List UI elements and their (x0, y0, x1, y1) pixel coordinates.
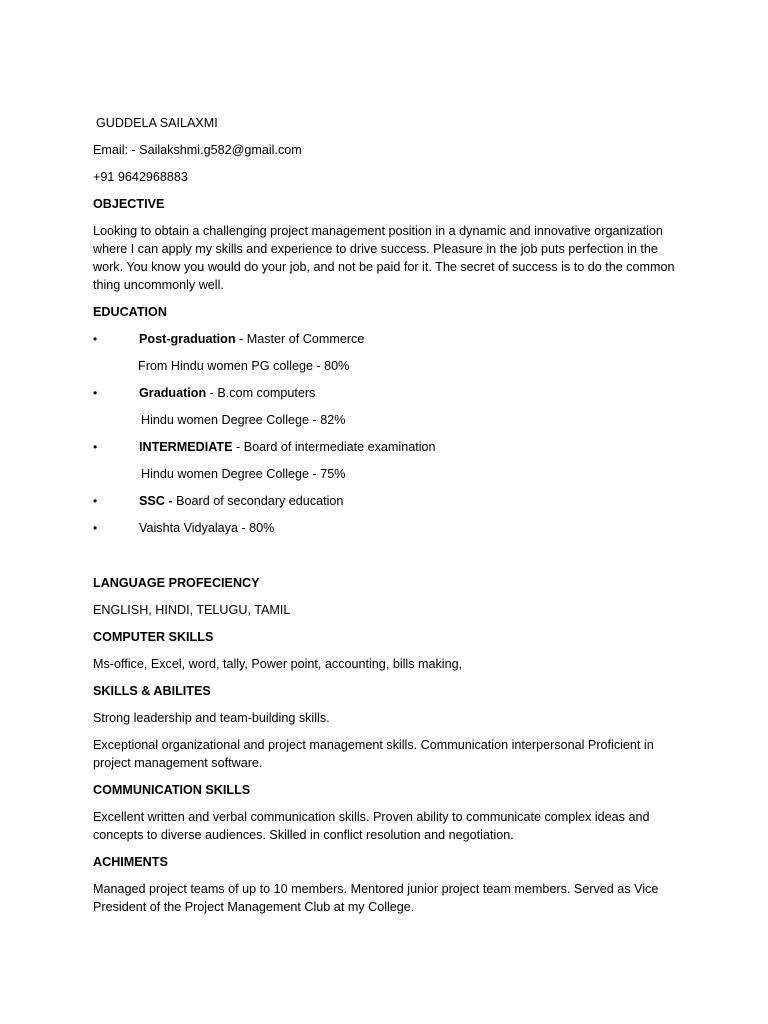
phone-line: +91 9642968883 (93, 170, 188, 184)
education-title: SSC - (139, 494, 173, 508)
education-detail: Vaishta Vidyalaya - 80% (139, 521, 275, 535)
education-item (93, 519, 683, 537)
education-detail: - Board of intermediate examination (232, 440, 436, 454)
email-line: Email: - Sailakshmi.g582@gmail.com (93, 143, 302, 157)
education-item (93, 384, 683, 402)
resume-content (93, 114, 683, 925)
computer-skills-heading: COMPUTER SKILLS (93, 630, 214, 644)
education-institution: Hindu women Degree College - 82% (141, 413, 346, 427)
bullet-icon: • (93, 494, 98, 508)
achievements-text: Managed project teams of up to 10 members. Mentored junior project team members. Served as Vice President of the Project Management Club at my College. (93, 882, 659, 914)
education-detail: Board of secondary education (172, 494, 344, 508)
education-entry (139, 492, 343, 510)
education-subline (93, 357, 683, 375)
education-detail: - B.com computers (206, 386, 316, 400)
education-title: Graduation (139, 386, 207, 400)
objective-heading: OBJECTIVE (93, 197, 165, 211)
education-institution: Hindu women Degree College - 75% (141, 467, 346, 481)
skills-abilities-heading: SKILLS & ABILITES (93, 684, 211, 698)
education-item (93, 438, 683, 456)
achievements-heading: ACHIMENTS (93, 855, 168, 869)
education-institution: From Hindu women PG college - 80% (138, 359, 350, 373)
bullet-icon: • (93, 386, 98, 400)
computer-skills-text: Ms-office, Excel, word, tally, Power point, accounting, bills making, (93, 657, 463, 671)
blank-line (93, 546, 683, 574)
bullet-icon: • (93, 440, 98, 454)
education-entry (139, 384, 315, 402)
skills-abilities-text-2: Exceptional organizational and project management skills. Communication interpersonal Proficient in project management software. (93, 738, 654, 770)
education-item (93, 492, 683, 510)
language-heading: LANGUAGE PROFECIENCY (93, 576, 260, 590)
education-entry (139, 330, 364, 348)
objective-text: Looking to obtain a challenging project management position in a dynamic and innovative organization where I can apply my skills and experience to drive success. Pleasure in the job puts perfection in the work. You know you would do your job, and not be paid for it. The secret of success is to do the common thing uncommonly well. (93, 224, 675, 292)
education-title: INTERMEDIATE (139, 440, 233, 454)
education-entry (139, 438, 436, 456)
bullet-icon: • (93, 521, 98, 535)
bullet-icon: • (93, 332, 98, 346)
language-text: ENGLISH, HINDI, TELUGU, TAMIL (93, 603, 291, 617)
candidate-name: GUDDELA SAILAXMI (96, 116, 218, 130)
education-entry (139, 519, 274, 537)
education-subline (93, 465, 683, 483)
communication-text: Excellent written and verbal communication skills. Proven ability to communicate complex ideas and concepts to diverse audiences. Skilled in conflict resolution and negotiation. (93, 810, 650, 842)
education-title: Post-graduation (139, 332, 236, 346)
education-subline (93, 411, 683, 429)
education-item (93, 330, 683, 348)
communication-heading: COMMUNICATION SKILLS (93, 783, 251, 797)
skills-abilities-text-1: Strong leadership and team-building skills. (93, 711, 330, 725)
education-heading: EDUCATION (93, 305, 167, 319)
education-detail: - Master of Commerce (235, 332, 365, 346)
